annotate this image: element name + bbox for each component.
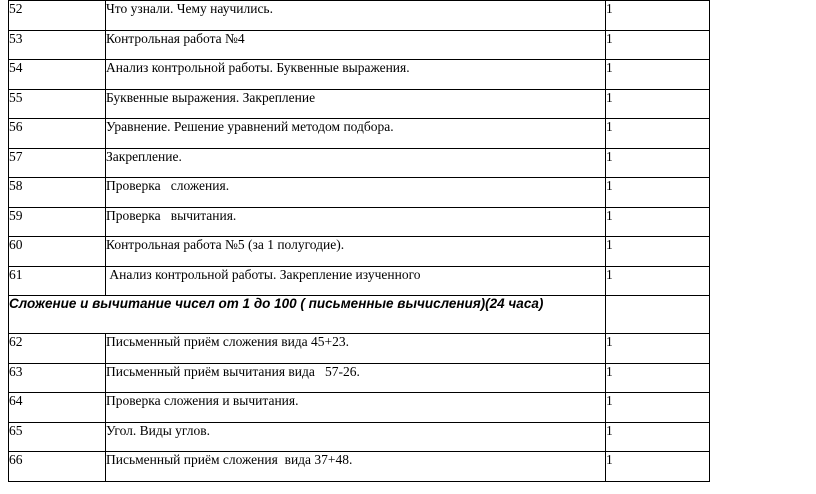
lesson-topic: Письменный приём сложения вида 45+23. [106, 334, 606, 364]
lesson-number: 54 [9, 60, 106, 90]
table-row [9, 363, 710, 393]
section-title: Сложение и вычитание чисел от 1 до 100 ( письменные вычисления)(24 часа) [9, 296, 606, 334]
table-row [9, 266, 710, 296]
lesson-number: 63 [9, 363, 106, 393]
lesson-plan-table [8, 0, 710, 482]
table-row [9, 237, 710, 267]
lesson-number: 65 [9, 422, 106, 452]
lesson-number: 60 [9, 237, 106, 267]
lesson-hours: 1 [606, 266, 710, 296]
lesson-number: 66 [9, 452, 106, 482]
lesson-topic: Закрепление. [106, 148, 606, 178]
table-row [9, 452, 710, 482]
lesson-number: 52 [9, 1, 106, 31]
table-row [9, 60, 710, 90]
table-row [9, 148, 710, 178]
table-row [9, 207, 710, 237]
lesson-topic: Контрольная работа №4 [106, 30, 606, 60]
lesson-topic: Контрольная работа №5 (за 1 полугодие). [106, 237, 606, 267]
lesson-number: 58 [9, 178, 106, 208]
table-row [9, 393, 710, 423]
lesson-hours: 1 [606, 363, 710, 393]
table-row [9, 1, 710, 31]
lesson-hours: 1 [606, 207, 710, 237]
lesson-topic: Письменный приём вычитания вида 57-26. [106, 363, 606, 393]
lesson-hours: 1 [606, 393, 710, 423]
table-row [9, 422, 710, 452]
section-row [9, 296, 710, 334]
lesson-topic: Проверка сложения. [106, 178, 606, 208]
lesson-number: 61 [9, 266, 106, 296]
lesson-hours: 1 [606, 1, 710, 31]
lesson-topic: Уравнение. Решение уравнений методом подбора. [106, 119, 606, 149]
lesson-number: 64 [9, 393, 106, 423]
lesson-hours: 1 [606, 148, 710, 178]
table-row [9, 89, 710, 119]
lesson-hours: 1 [606, 178, 710, 208]
table-row [9, 30, 710, 60]
lesson-topic: Анализ контрольной работы. Закрепление изученного [106, 266, 606, 296]
lesson-topic: Буквенные выражения. Закрепление [106, 89, 606, 119]
lesson-hours: 1 [606, 30, 710, 60]
lesson-topic: Проверка сложения и вычитания. [106, 393, 606, 423]
lesson-hours: 1 [606, 119, 710, 149]
table-row [9, 178, 710, 208]
lesson-topic: Что узнали. Чему научились. [106, 1, 606, 31]
lesson-hours: 1 [606, 452, 710, 482]
lesson-hours: 1 [606, 237, 710, 267]
lesson-number: 56 [9, 119, 106, 149]
lesson-number: 59 [9, 207, 106, 237]
lesson-hours: 1 [606, 60, 710, 90]
lesson-number: 62 [9, 334, 106, 364]
lesson-number: 55 [9, 89, 106, 119]
lesson-topic: Письменный приём сложения вида 37+48. [106, 452, 606, 482]
lesson-number: 57 [9, 148, 106, 178]
lesson-topic: Анализ контрольной работы. Буквенные выражения. [106, 60, 606, 90]
table-row [9, 334, 710, 364]
lesson-topic: Угол. Виды углов. [106, 422, 606, 452]
section-hours-cell [606, 296, 710, 334]
lesson-hours: 1 [606, 422, 710, 452]
lesson-hours: 1 [606, 89, 710, 119]
lesson-number: 53 [9, 30, 106, 60]
lesson-topic: Проверка вычитания. [106, 207, 606, 237]
lesson-hours: 1 [606, 334, 710, 364]
table-row [9, 119, 710, 149]
